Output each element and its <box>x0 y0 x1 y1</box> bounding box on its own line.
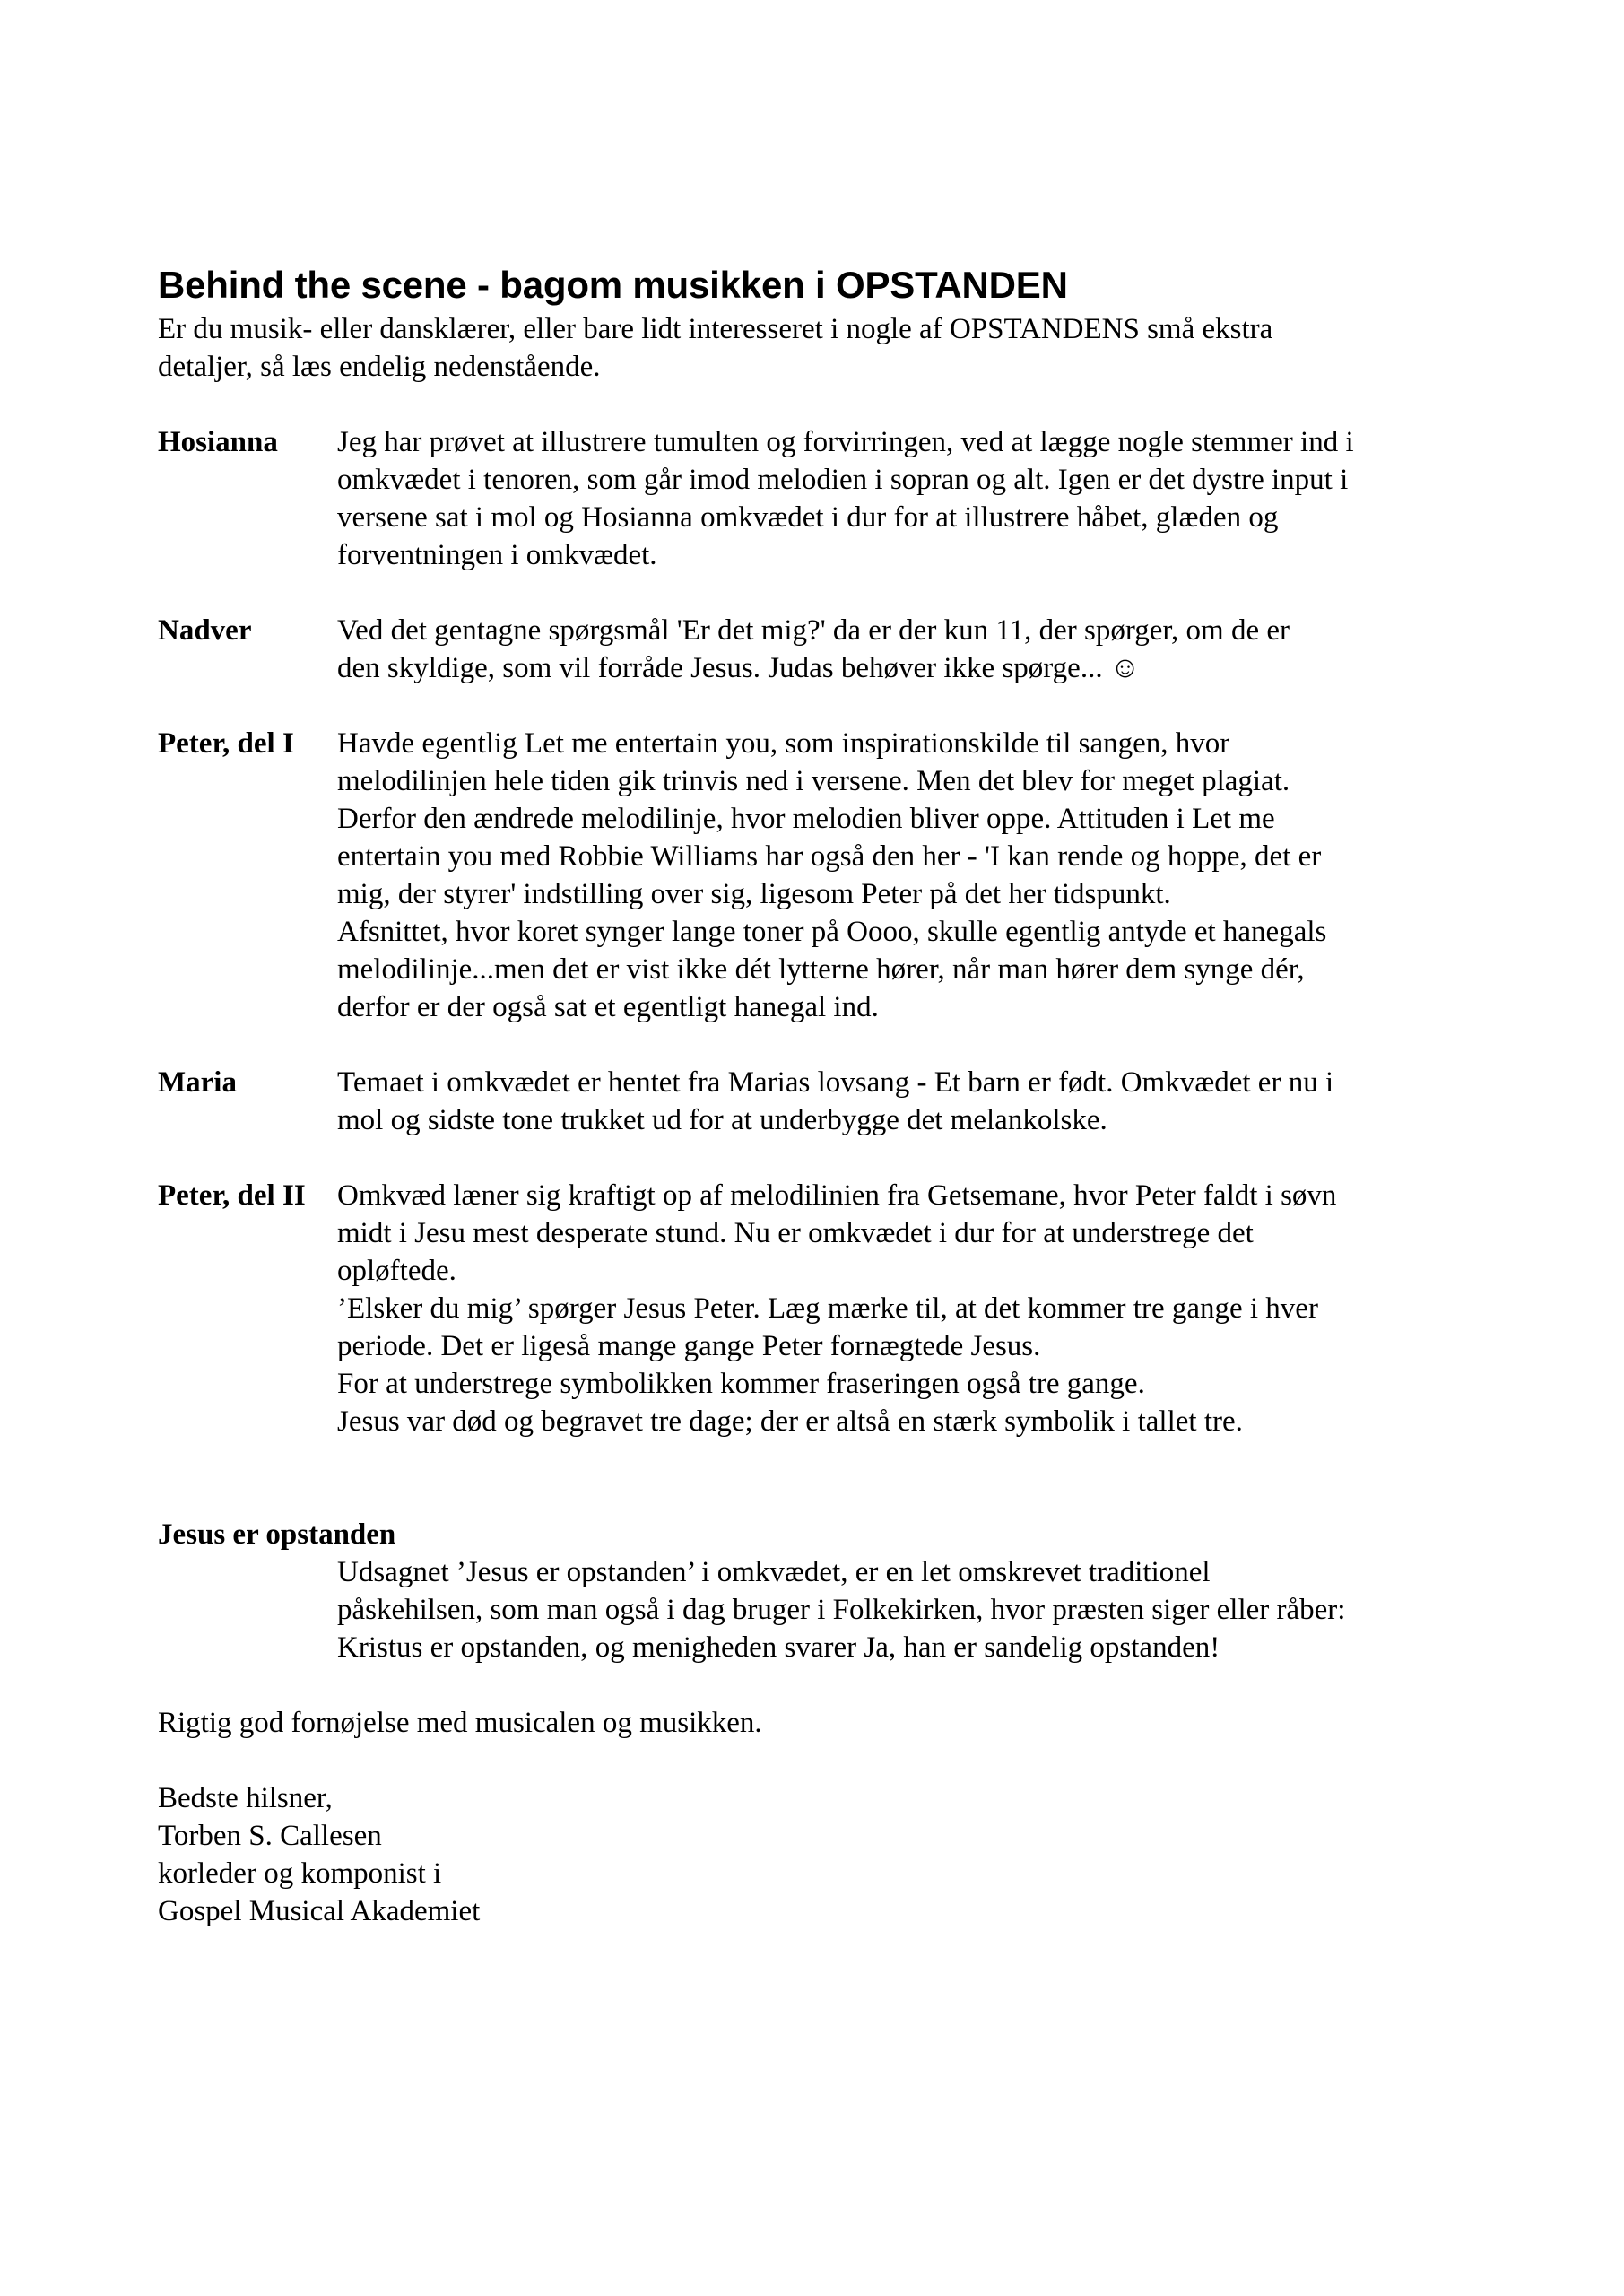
section-text <box>337 612 1485 687</box>
section-nadver <box>158 612 1485 687</box>
signature-role: korleder og komponist i <box>158 1857 442 1890</box>
document-title: Behind the scene - bagom musikken i OPSTANDEN <box>158 264 1068 306</box>
section-label: Nadver <box>158 614 252 647</box>
section-text <box>337 1064 1485 1139</box>
text-line: den skyldige, som vil forråde Jesus. Judas behøver ikke spørge... ☺ <box>337 652 1141 684</box>
text-line: Havde egentlig Let me entertain you, som inspirationskilde til sangen, hvor <box>337 727 1230 760</box>
text-line: midt i Jesu mest desperate stund. Nu er omkvædet i dur for at understrege det <box>337 1217 1254 1249</box>
section-maria <box>158 1064 1485 1139</box>
intro-line: Er du musik- eller dansklærer, eller bare lidt interesseret i nogle af OPSTANDENS små ekstra <box>158 313 1273 345</box>
intro-line: detaljer, så læs endelig nedenstående. <box>158 351 601 383</box>
text-line: opløftede. <box>337 1255 456 1287</box>
document-page <box>158 260 1485 1930</box>
text-line: Omkvæd læner sig kraftigt op af melodilinien fra Getsemane, hvor Peter faldt i søvn <box>337 1179 1337 1212</box>
text-line: påskehilsen, som man også i dag bruger i Folkekirken, hvor præsten siger eller råber: <box>337 1594 1346 1626</box>
text-line: Jesus var død og begravet tre dage; der er altså en stærk symbolik i tallet tre. <box>337 1405 1243 1438</box>
text-line: periode. Det er ligeså mange gange Peter fornægtede Jesus. <box>337 1330 1041 1362</box>
text-line: ’Elsker du mig’ spørger Jesus Peter. Læg mærke til, at det kommer tre gange i hver <box>337 1292 1318 1325</box>
text-line: Kristus er opstanden, og menigheden svarer Ja, han er sandelig opstanden! <box>337 1631 1220 1664</box>
text-line: Jeg har prøvet at illustrere tumulten og forvirringen, ved at lægge nogle stemmer ind i <box>337 426 1354 458</box>
signature-name: Torben S. Callesen <box>158 1820 382 1852</box>
text-line: Afsnittet, hvor koret synger lange toner på Oooo, skulle egentlig antyde et hanegals <box>337 916 1327 948</box>
section-text <box>337 1177 1485 1440</box>
intro-paragraph <box>158 310 1485 386</box>
text-line: Udsagnet ’Jesus er opstanden’ i omkvædet, er en let omskrevet traditionel <box>337 1556 1211 1588</box>
text-line: versene sat i mol og Hosianna omkvædet i dur for at illustrere håbet, glæden og <box>337 501 1279 534</box>
text-line: melodilinjen hele tiden gik trinvis ned i versene. Men det blev for meget plagiat. <box>337 765 1290 797</box>
text-line: For at understrege symbolikken kommer fraseringen også tre gange. <box>337 1368 1145 1400</box>
text-line: melodilinje...men det er vist ikke dét lytterne hører, når man hører dem synge dér, <box>337 953 1305 986</box>
text-line: omkvædet i tenoren, som går imod melodien i sopran og alt. Igen er det dystre input i <box>337 464 1349 496</box>
text-line: mig, der styrer' indstilling over sig, ligesom Peter på det her tidspunkt. <box>337 878 1171 910</box>
section-peter-del-1 <box>158 725 1485 1026</box>
section-label: Peter, del I <box>158 727 294 760</box>
section-peter-del-2 <box>158 1177 1485 1440</box>
text-line: derfor er der også sat et egentligt hanegal ind. <box>337 991 879 1023</box>
section-hosianna <box>158 423 1485 574</box>
text-line: forventningen i omkvædet. <box>337 539 657 571</box>
section-label: Hosianna <box>158 426 278 458</box>
text-line: Temaet i omkvædet er hentet fra Marias lovsang - Et barn er født. Omkvædet er nu i <box>337 1066 1334 1099</box>
text-line: entertain you med Robbie Williams har også den her - 'I kan rende og hoppe, det er <box>337 840 1322 873</box>
text-line: Ved det gentagne spørgsmål 'Er det mig?' da er der kun 11, der spørger, om de er <box>337 614 1290 647</box>
section-text-jesus-er-opstanden <box>158 1553 1485 1666</box>
section-text <box>337 725 1485 1026</box>
text-line: mol og sidste tone trukket ud for at underbygge det melankolske. <box>337 1104 1107 1136</box>
section-text <box>337 423 1485 574</box>
signature-block <box>158 1779 1485 1930</box>
closing-line: Rigtig god fornøjelse med musicalen og musikken. <box>158 1707 762 1739</box>
section-label: Maria <box>158 1066 237 1099</box>
section-heading-jesus-er-opstanden: Jesus er opstanden <box>158 1518 396 1551</box>
text-line: Derfor den ændrede melodilinje, hvor melodien bliver oppe. Attituden i Let me <box>337 803 1275 835</box>
section-label: Peter, del II <box>158 1179 306 1212</box>
signature-greeting: Bedste hilsner, <box>158 1782 333 1814</box>
signature-organization: Gospel Musical Akademiet <box>158 1895 481 1927</box>
